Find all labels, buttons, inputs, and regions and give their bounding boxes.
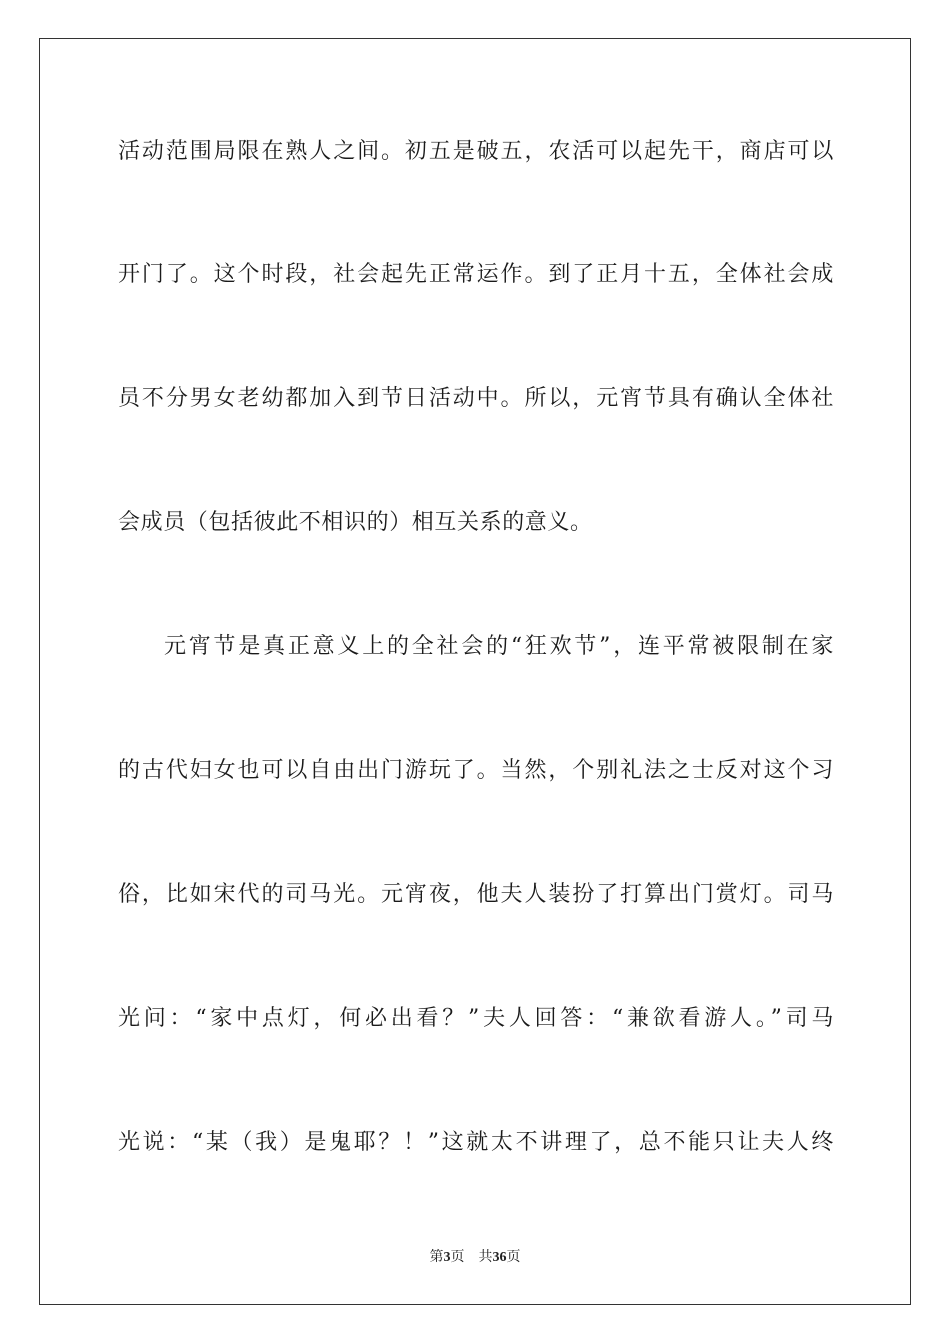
footer-page-number: 3 <box>443 1250 451 1265</box>
body-text-line-7: 俗，比如宋代的司马光。元宵夜，他夫人装扮了打算出门赏灯。司马 <box>118 882 834 907</box>
page-border <box>39 38 911 1305</box>
footer-page-prefix: 第 <box>429 1250 444 1265</box>
footer-total-pages: 36 <box>492 1250 507 1265</box>
footer-total-suffix: 页 <box>506 1250 521 1265</box>
body-text-line-3: 员不分男女老幼都加入到节日活动中。所以，元宵节具有确认全体社 <box>118 386 834 411</box>
page-footer <box>0 1248 950 1268</box>
body-text-line-8: 光问：“家中点灯，何必出看？”夫人回答：“兼欲看游人。”司马 <box>118 1006 834 1031</box>
body-text-line-6: 的古代妇女也可以自由出门游玩了。当然，个别礼法之士反对这个习 <box>118 758 834 783</box>
body-text-line-4: 会成员（包括彼此不相识的）相互关系的意义。 <box>118 510 593 535</box>
body-text-line-5: 元宵节是真正意义上的全社会的“狂欢节”，连平常被限制在家 <box>164 634 834 659</box>
body-text-line-9: 光说：“某（我）是鬼耶？！”这就太不讲理了，总不能只让夫人终 <box>118 1130 834 1155</box>
body-text-line-2: 开门了。这个时段，社会起先正常运作。到了正月十五，全体社会成 <box>118 262 834 287</box>
footer-page-suffix: 页 <box>450 1250 465 1265</box>
footer-total-prefix: 共 <box>478 1250 493 1265</box>
body-text-line-1: 活动范围局限在熟人之间。初五是破五，农活可以起先干，商店可以 <box>118 139 834 164</box>
